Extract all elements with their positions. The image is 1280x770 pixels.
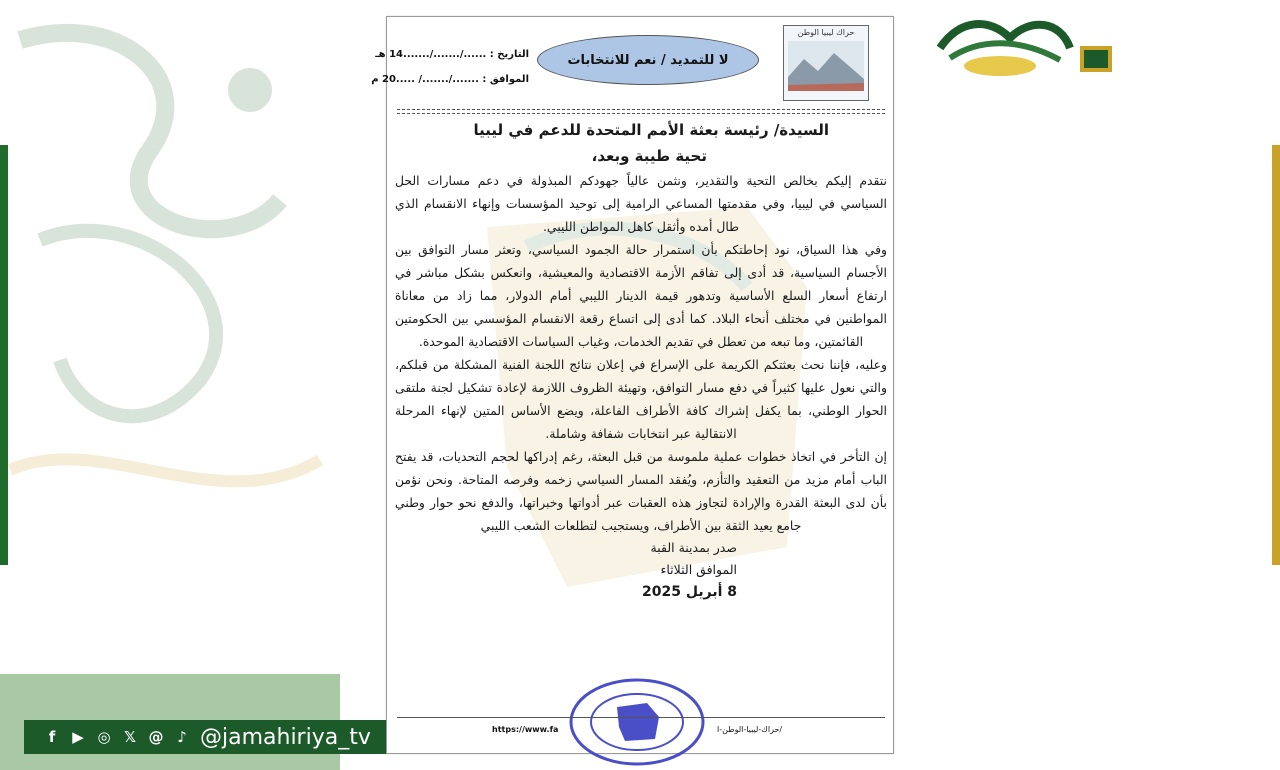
slogan-oval (537, 35, 759, 85)
footer-url[interactable]: https://www.fa (492, 725, 559, 734)
paragraph: وعليه، فإننا نحث بعثتكم الكريمة على الإسراع في إعلان نتائج اللجنة الفنية المشكلة من قبلكم، والتي نعول عليها كثيراً في دفع مسار التوافق، وتهيئة الظروف اللازمة لإعادة تشكيل لجنة ملتقى الحوار الوطني، بما يكفل إشراك كافة الأطراف الفاعلة، ويضع الأساس المتين لإنهاء المرحلة الانتقالية عبر انتخابات شفافة وشاملة. (395, 357, 887, 441)
slogan-text: لا للتمديد / نعم للانتخابات (567, 52, 729, 68)
paragraph: نتقدم إليكم بخالص التحية والتقدير، ونثمن عالياً جهودكم المبذولة في دعم مسارات الحل السياسي في ليبيا، وفي مقدمتها المساعي الرامية إلى توحيد المؤسسات وإنهاء الانقسام الذي طال أمده وأثقل كاهل المواطن الليبي. (395, 173, 887, 234)
footer-facebook[interactable]: /حراك-ليبيا-الوطن-ا (717, 725, 783, 734)
scanned-letter (371, 16, 894, 754)
logo-caption: حراك ليبيا الوطن (797, 28, 855, 37)
issued-date: 8 أبريل 2025 (642, 584, 737, 600)
x-icon[interactable]: 𝕏 (123, 728, 137, 746)
letter-footer (397, 725, 885, 739)
greeting-line: تحية طيبة وبعد، (591, 147, 707, 165)
threads-icon[interactable]: @ (148, 728, 164, 746)
jamahiriya-logo-icon (930, 8, 1120, 78)
background-calligraphy (0, 0, 360, 560)
youtube-icon[interactable]: ▶ (72, 728, 84, 746)
issued-weekday: الموافق الثلاثاء (660, 562, 737, 577)
date-block (371, 49, 529, 99)
landscape-icon (784, 37, 868, 97)
header-divider (397, 109, 885, 114)
paragraph: إن التأخر في اتخاذ خطوات عملية ملموسة من قبل البعثة، رغم إدراكها لحجم التحديات، قد يفتح الباب أمام مزيد من التعقيد والتأزم، ويُفقد المسار السياسي زخمه وفرصه المتاحة. ونحن نؤمن بأن لدى البعثة القدرة والإرادة لتجاوز هذه العقبات عبر أدواتها وخبراتها، والدفع نحو حوار وطني جامع يعيد الثقة بين الأطراف، ويستجيب لتطلعات الشعب الليبي (395, 449, 887, 533)
official-stamp-icon (567, 677, 707, 767)
hijri-date: التاريخ : ....../......./.......14 هـ (375, 49, 529, 60)
channel-handle: @jamahiriya_tv (200, 724, 371, 750)
recipient-line: السيدة/ رئيسة بعثة الأمم المتحدة للدعم في ليبيا (473, 121, 829, 139)
issued-place: صدر بمدينة القبة (650, 540, 737, 555)
tiktok-icon[interactable]: ♪ (177, 728, 187, 746)
gregorian-date: الموافق : ......./......./ .....20 م (371, 74, 529, 85)
social-media-bar (24, 720, 408, 754)
letter-body (395, 117, 887, 603)
instagram-icon[interactable]: ◎ (97, 728, 111, 746)
right-accent-bar (1272, 145, 1280, 565)
left-accent-bar (0, 145, 8, 565)
letter-header (371, 17, 893, 112)
organization-logo (783, 25, 869, 101)
paragraph: وفي هذا السياق، نود إحاطتكم بأن استمرار حالة الجمود السياسي، وتعثر مسار التوافق بين الأجسام السياسية، قد أدى إلى تفاقم الأزمة الاقتصادية والمعيشية، وانعكس بشكل مباشر في ارتفاع أسعار السلع الأساسية وتدهور قيمة الدينار الليبي أمام الدولار، مما زاد من معاناة المواطنين في مختلف أنحاء البلاد. كما أدى إلى اتساع رقعة الانقسام المؤسسي بين الحكومتين القائمتين، وما تبعه من تعطل في تقديم الخدمات، وغياب السياسات الاقتصادية الموحدة. (395, 242, 887, 349)
footer-divider (397, 717, 885, 718)
facebook-icon[interactable]: f (48, 728, 56, 746)
